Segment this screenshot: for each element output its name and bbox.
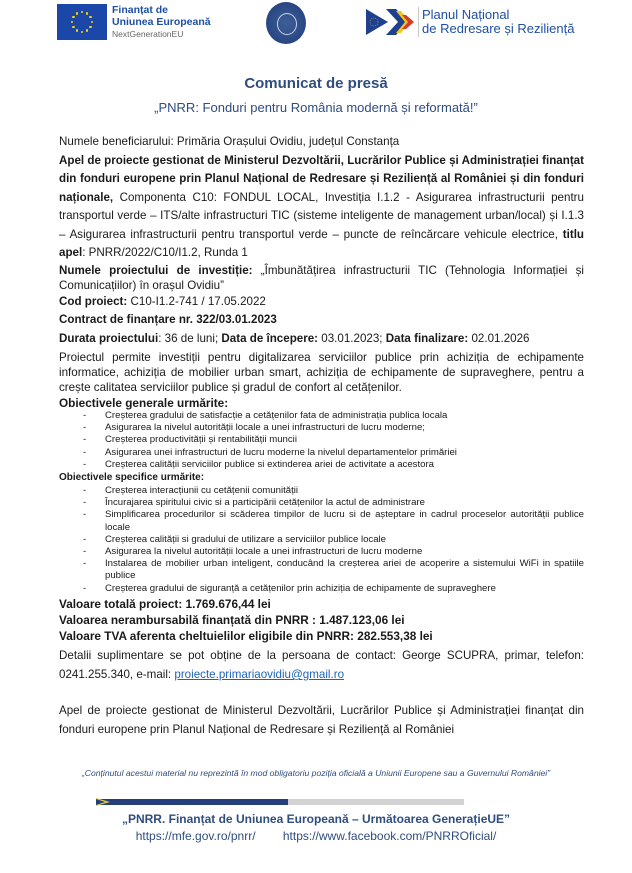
header-logos <box>0 0 632 48</box>
project-name-label: Numele proiectului de investiție: <box>59 263 253 277</box>
specific-objectives-heading: Obiectivele specifice urmărite: <box>59 472 205 484</box>
list-item: - Creșterea gradului de siguranță a cetățenilor prin achiziția de echipamente de supraveghere <box>59 583 584 595</box>
general-objectives-list <box>59 410 584 471</box>
eu-logo-line1: Finanțat de <box>112 4 169 16</box>
project-code-value: C10-I1.2-741 / 17.05.2022 <box>127 294 266 308</box>
press-release-body <box>59 133 584 739</box>
list-item: - Instalarea de mobilier urban inteligent, conducând la creșterea ariei de acoperire a sistemului WiFi in spatiile publice <box>59 558 584 582</box>
project-description: Proiectul permite investiții pentru digitalizarea serviciilor publice prin achiziția de echipamente informatice, achiziția de mobilier urban smart, achiziția de echipamente de supraveghere, pentru a crește calitatea serviciilor publice și gradul de confort al cetățenilor. <box>59 351 584 394</box>
pnrr-arrows-icon <box>366 7 416 37</box>
vat-value: Valoare TVA aferenta cheltuielilor eligibile din PNRR: 282.553,38 lei <box>59 629 433 644</box>
pnrr-logo <box>366 7 574 37</box>
list-item: - Asigurarea la nivelul autorității locale a unei infrastructuri de lucru moderne; <box>59 422 584 434</box>
facebook-pnrr-link[interactable]: https://www.facebook.com/PNRROficial/ <box>282 829 497 843</box>
footer-slogan: „PNRR. Finanțat de Uniunea Europeană – Următoarea GenerațieUE” <box>121 812 511 826</box>
list-item: - Creșterea productivității și rentabilității muncii <box>59 434 584 446</box>
eu-flag-icon <box>57 4 107 40</box>
closing-statement: Apel de proiecte gestionat de Ministerul Dezvoltării, Lucrărilor Publice și Administrației finanțat din fonduri europene prin Planul Național de Redresare și Reziliență al României <box>59 704 584 736</box>
contact-details <box>59 647 584 684</box>
duration-label: Durata proiectului <box>59 331 159 345</box>
project-code <box>59 293 584 312</box>
beneficiary: Numele beneficiarului: Primăria Orașului Ovidiu, județul Constanța <box>59 135 400 148</box>
list-item: - Creșterea calității si gradului de utilizare a serviciilor publice locale <box>59 534 584 546</box>
start-date-value: 03.01.2023; <box>318 331 386 345</box>
list-item: - Simplificarea procedurilor si scăderea timpilor de lucru si de așteptare in cadrul proceselor autorității publice locale <box>59 509 584 533</box>
project-duration <box>59 330 584 349</box>
call-description-rest: Componenta C10: FONDUL LOCAL, Investiția I.1.2 - Asigurarea infrastructurii pentru transportul verde – ITS/alte infrastructuri TIC (sisteme inteligente de management urban/local) și I.1.3 – Asigurarea infrastructurii pentru transportul verde – puncte de reîncărcare vehicule electrice, <box>59 190 584 241</box>
list-item: - Asigurarea la nivelul autorității locale a unei infrastructuri de lucru moderne <box>59 546 584 558</box>
call-title-label: titlu apel <box>59 227 584 259</box>
start-date-label: Data de începere: <box>221 331 319 345</box>
general-objectives-heading: Obiectivele generale urmărite: <box>59 396 229 410</box>
contact-email-link[interactable]: proiecte.primariaovidiu@gmail.ro <box>174 667 345 681</box>
call-title-value: : PNRR/2022/C10/I1.2, Runda 1 <box>82 246 248 259</box>
call-description-bold: Apel de proiecte gestionat de Ministerul Dezvoltării, Lucrărilor Publice și Administrației finanțat din fonduri europene prin Planul Național de Redresare și Reziliență al României și din fonduri naționale, <box>59 153 584 204</box>
page-title: Comunicat de presă <box>244 75 388 92</box>
eu-disclaimer: „Conținutul acestui material nu reprezintă în mod obligatoriu poziția oficială a Uniunii Europene sau a Guvernului României” <box>81 768 551 778</box>
eu-logo-line2: Uniunea Europeană <box>112 16 211 28</box>
guvernul-romaniei-seal-icon <box>266 2 306 44</box>
project-name <box>59 263 584 293</box>
pnrr-logo-line2: de Redresare și Reziliență <box>422 21 575 36</box>
contact-text: Detalii suplimentare se pot obține de la persoana de contact: George SCUPRA, primar, telefon: 0241.255.340, e-mail: <box>59 649 584 681</box>
list-item: - Creșterea interacțiunii cu cetățenii comunității <box>59 485 584 497</box>
mfe-pnrr-link[interactable]: https://mfe.gov.ro/pnrr/ <box>135 829 256 843</box>
financing-contract: Contract de finanțare nr. 322/03.01.2023 <box>59 313 277 326</box>
list-item: - Asigurarea unei infrastructuri de lucru moderne la nivelul departamentelor primăriei <box>59 447 584 459</box>
project-code-label: Cod proiect: <box>59 294 128 308</box>
footer-links <box>0 829 632 843</box>
call-description <box>59 152 584 263</box>
eu-funding-logo <box>57 4 211 40</box>
end-date-value: 02.01.2026 <box>468 331 530 345</box>
total-value: Valoare totală proiect: 1.769.676,44 lei <box>59 596 271 611</box>
nonrefundable-value: Valoarea nerambursabilă finanțată din PNRR : 1.487.123,06 lei <box>59 613 405 628</box>
page-subtitle: „PNRR: Fonduri pentru România modernă și reformată!” <box>154 100 478 115</box>
project-values <box>59 596 584 645</box>
specific-objectives-list <box>59 485 584 595</box>
duration-value: : 36 de luni; <box>158 331 222 345</box>
end-date-label: Data finalizare: <box>385 331 469 345</box>
footer-progress-bar-decoration <box>96 799 464 805</box>
pnrr-logo-line1: Planul Național <box>422 7 510 22</box>
project-name-value: „Îmbunătățirea infrastructurii TIC (Tehnologia Informației și Comunicațiilor) în orașul Ovidiu” <box>59 263 584 292</box>
eu-logo-line3: NextGenerationEU <box>112 29 184 39</box>
list-item: - Creșterea calității serviciilor publice si extinderea ariei de activitate a acestora <box>59 459 584 471</box>
list-item: - Încurajarea spiritului civic si a participării cetățenilor la actul de administrare <box>59 497 584 509</box>
list-item: - Creșterea gradului de satisfacție a cetățenilor fata de administrația publica locala <box>59 410 584 422</box>
